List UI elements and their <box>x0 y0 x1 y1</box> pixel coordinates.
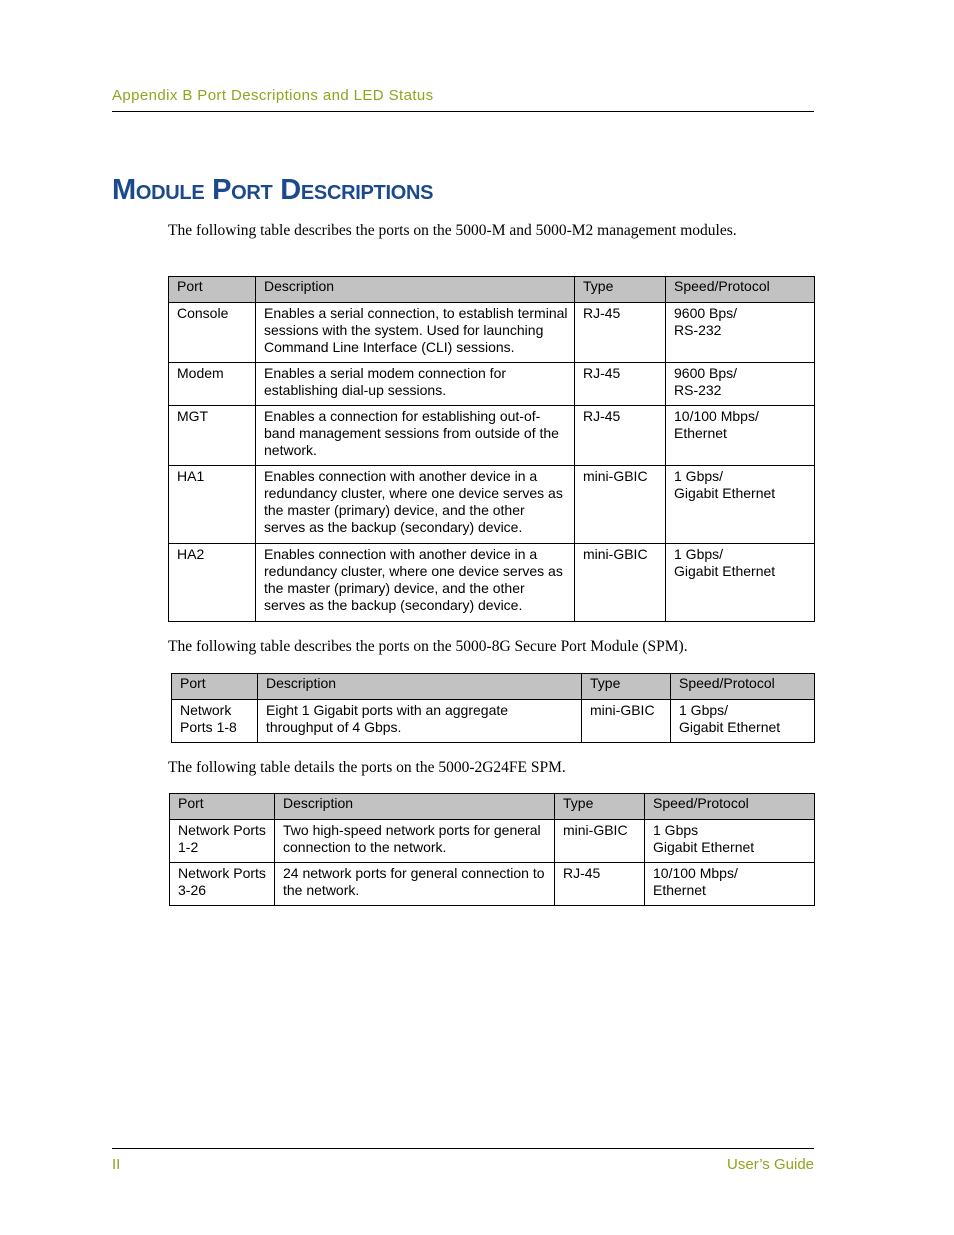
type-cell: mini-GBIC <box>575 466 666 544</box>
column-header-description: Description <box>275 794 555 820</box>
protocol-line: RS-232 <box>674 382 722 398</box>
protocol-line: Gigabit Ethernet <box>674 485 776 501</box>
running-header: Appendix B Port Descriptions and LED Status <box>112 87 434 104</box>
port-cell: Network Ports 3-26 <box>170 863 275 906</box>
header-divider <box>112 111 814 112</box>
column-header-type: Type <box>582 674 671 700</box>
column-header-speed: Speed/Protocol <box>645 794 815 820</box>
protocol-line: Gigabit Ethernet <box>674 563 776 579</box>
description-cell: Enables a serial connection, to establish terminal sessions with the system. Used for launching Command Line Interface (CLI) sessions. <box>256 303 575 363</box>
management-module-ports-table <box>168 276 815 622</box>
column-header-description: Description <box>256 277 575 303</box>
table-row <box>170 820 815 863</box>
port-cell: HA2 <box>169 544 256 622</box>
spm-8g-ports-table <box>171 673 815 743</box>
table-row <box>169 466 815 544</box>
description-cell: Enables a serial modem connection for establishing dial-up sessions. <box>256 363 575 406</box>
speed-line: 10/100 Mbps/ <box>674 408 759 424</box>
type-cell: RJ-45 <box>575 363 666 406</box>
speed-cell <box>666 363 815 406</box>
protocol-line: Gigabit Ethernet <box>679 719 781 735</box>
description-cell: Enables connection with another device in a redundancy cluster, where one device serves as the master (primary) device, and the other serves as the backup (secondary) device. <box>256 466 575 544</box>
speed-cell <box>645 863 815 906</box>
column-header-description: Description <box>258 674 582 700</box>
protocol-line: RS-232 <box>674 322 722 338</box>
speed-cell <box>666 544 815 622</box>
column-header-port: Port <box>170 794 275 820</box>
column-header-speed: Speed/Protocol <box>666 277 815 303</box>
speed-cell <box>645 820 815 863</box>
type-cell: RJ-45 <box>555 863 645 906</box>
description-cell: Two high-speed network ports for general connection to the network. <box>275 820 555 863</box>
port-cell: MGT <box>169 406 256 466</box>
description-cell: 24 network ports for general connection to the network. <box>275 863 555 906</box>
table2-intro: The following table describes the ports on the 5000-8G Secure Port Module (SPM). <box>168 638 688 655</box>
footer-divider <box>112 1148 814 1149</box>
speed-cell <box>666 303 815 363</box>
column-header-port: Port <box>172 674 258 700</box>
table-row <box>169 406 815 466</box>
protocol-line: Gigabit Ethernet <box>653 839 755 855</box>
speed-line: 10/100 Mbps/ <box>653 865 738 881</box>
protocol-line: Ethernet <box>674 425 727 441</box>
spm-2g24fe-ports-table <box>169 793 815 906</box>
column-header-type: Type <box>555 794 645 820</box>
type-cell: mini-GBIC <box>555 820 645 863</box>
speed-cell <box>666 466 815 544</box>
port-cell: Console <box>169 303 256 363</box>
table-header-row <box>172 674 815 700</box>
protocol-line: Ethernet <box>653 882 706 898</box>
port-cell: Modem <box>169 363 256 406</box>
type-cell: RJ-45 <box>575 303 666 363</box>
table3-intro: The following table details the ports on the 5000-2G24FE SPM. <box>168 759 566 776</box>
description-cell: Enables a connection for establishing out-of-band management sessions from outside of the network. <box>256 406 575 466</box>
port-cell: Network Ports 1-2 <box>170 820 275 863</box>
speed-line: 9600 Bps/ <box>674 305 738 321</box>
column-header-port: Port <box>169 277 256 303</box>
type-cell: RJ-45 <box>575 406 666 466</box>
port-cell: HA1 <box>169 466 256 544</box>
table-row <box>170 863 815 906</box>
type-cell: mini-GBIC <box>575 544 666 622</box>
type-cell: mini-GBIC <box>582 700 671 743</box>
section-title: Module Port Descriptions <box>112 174 434 206</box>
table-header-row <box>169 277 815 303</box>
column-header-type: Type <box>575 277 666 303</box>
description-cell: Enables connection with another device in a redundancy cluster, where one device serves as the master (primary) device, and the other serves as the backup (secondary) device. <box>256 544 575 622</box>
speed-line: 1 Gbps/ <box>674 468 724 484</box>
speed-line: 9600 Bps/ <box>674 365 738 381</box>
column-header-speed: Speed/Protocol <box>671 674 815 700</box>
port-cell: Network Ports 1-8 <box>172 700 258 743</box>
table1-intro: The following table describes the ports on the 5000-M and 5000-M2 management modules. <box>168 222 737 239</box>
speed-cell <box>671 700 815 743</box>
table-row <box>169 303 815 363</box>
speed-line: 1 Gbps/ <box>674 546 724 562</box>
speed-cell <box>666 406 815 466</box>
description-cell: Eight 1 Gigabit ports with an aggregate throughput of 4 Gbps. <box>258 700 582 743</box>
table-header-row <box>170 794 815 820</box>
table-row <box>169 544 815 622</box>
page-number: II <box>112 1156 121 1173</box>
table-row <box>169 363 815 406</box>
table-row <box>172 700 815 743</box>
speed-line: 1 Gbps <box>653 822 699 838</box>
speed-line: 1 Gbps/ <box>679 702 729 718</box>
footer-guide-title: User’s Guide <box>727 1156 814 1173</box>
